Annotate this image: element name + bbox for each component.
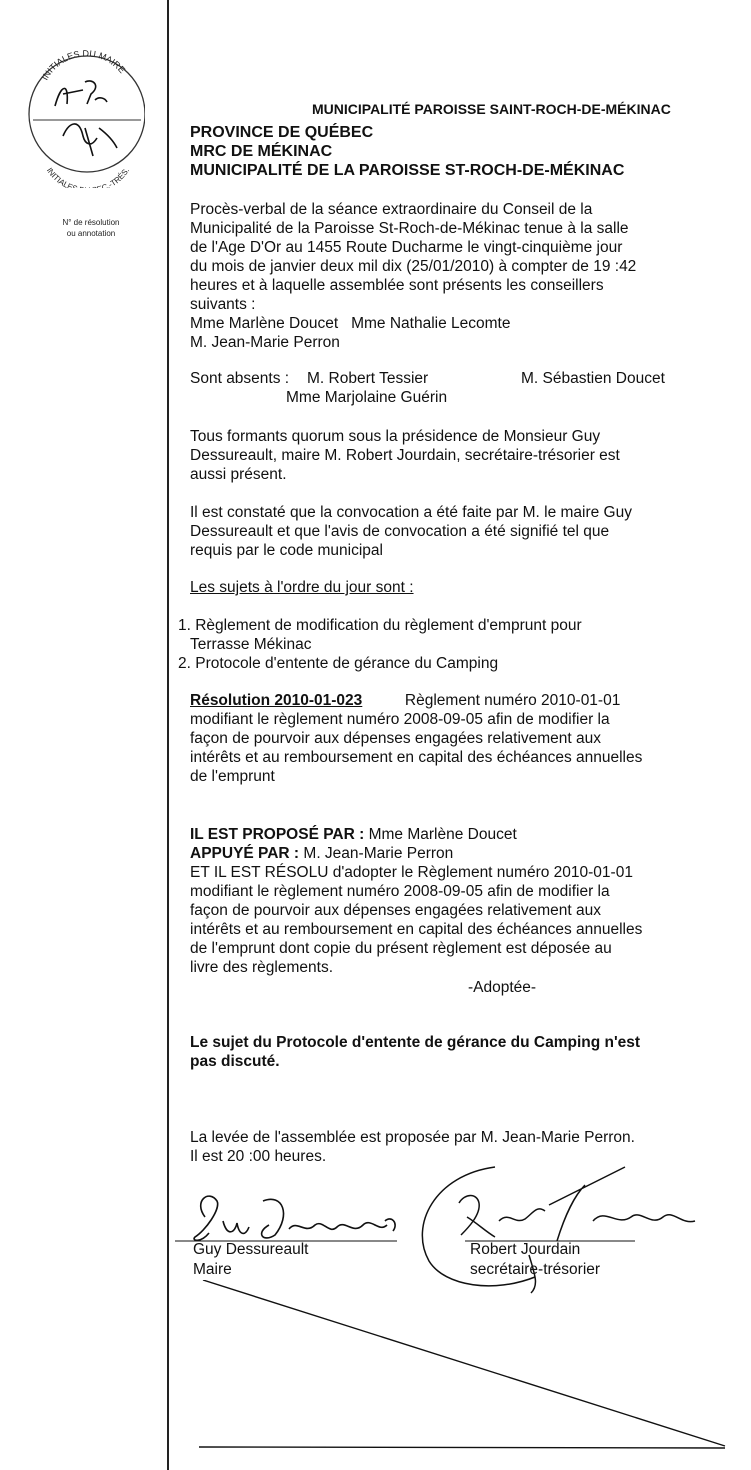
cancellation-line bbox=[195, 1280, 745, 1460]
seconded-by: M. Jean-Marie Perron bbox=[303, 845, 454, 862]
resolution-label-line1: N° de résolution bbox=[62, 218, 120, 227]
motion-line: façon de pourvoir aux dépenses engagées relativement aux bbox=[190, 902, 602, 919]
intro-line: de l'Age D'Or au 1455 Route Ducharme le vingt-cinquième jour bbox=[190, 239, 623, 256]
motion-line: ET IL EST RÉSOLU d'adopter le Règlement numéro 2010-01-01 bbox=[190, 864, 633, 881]
intro-line: suivants : bbox=[190, 296, 256, 313]
motion-line: livre des règlements. bbox=[190, 959, 334, 976]
seconded-label: APPUYÉ PAR : bbox=[190, 845, 300, 862]
convocation-line: requis par le code municipal bbox=[190, 542, 383, 559]
mayor-name: Guy Dessureault bbox=[193, 1241, 309, 1258]
secretary-signature-block bbox=[470, 1240, 600, 1280]
absents-label: Sont absents : bbox=[190, 370, 290, 387]
resolution-line: intérêts et au remboursement en capital des échéances annuelles bbox=[190, 749, 643, 766]
mayor-signature bbox=[175, 1196, 397, 1241]
secretary-title: secrétaire-trésorier bbox=[470, 1261, 601, 1278]
agenda-item-continued: Terrasse Mékinac bbox=[190, 636, 312, 653]
agenda-list bbox=[178, 616, 582, 673]
agenda-item: 1. Règlement de modification du règlement d'emprunt pour bbox=[178, 617, 582, 634]
agenda-title: Les sujets à l'ordre du jour sont : bbox=[190, 579, 414, 596]
present-line bbox=[190, 314, 720, 333]
resolution-number: Résolution 2010-01-023 bbox=[190, 692, 363, 709]
resolution-margin-label bbox=[45, 217, 137, 239]
secretary-name: Robert Jourdain bbox=[470, 1241, 581, 1258]
present-councillor: Mme Nathalie Lecomte bbox=[351, 315, 511, 332]
absent-councillor: M. Sébastien Doucet bbox=[521, 370, 665, 387]
mayor-title: Maire bbox=[193, 1261, 232, 1278]
quorum-paragraph bbox=[190, 427, 720, 484]
proposed-by: Mme Marlène Doucet bbox=[368, 826, 517, 843]
resolution-line: façon de pourvoir aux dépenses engagées relativement aux bbox=[190, 730, 602, 747]
motion-line: modifiant le règlement numéro 2008-09-05 afin de modifier la bbox=[190, 883, 610, 900]
svg-text:INITIALES DU MAIRE bbox=[40, 48, 128, 81]
resolution-title: Règlement numéro 2010-01-01 bbox=[404, 692, 621, 709]
resolution-line: de l'emprunt bbox=[190, 768, 275, 785]
motion-line: de l'emprunt dont copie du présent règlement est déposée au bbox=[190, 940, 612, 957]
closing-line: Il est 20 :00 heures. bbox=[190, 1148, 327, 1165]
quorum-line: aussi présent. bbox=[190, 466, 287, 483]
seal-bottom-text: INITIALE C.-TRÉS. bbox=[44, 166, 132, 188]
proposed-label: IL EST PROPOSÉ PAR : bbox=[190, 826, 365, 843]
initials-seal bbox=[27, 44, 145, 188]
camping-note bbox=[190, 1033, 720, 1071]
header-top-right: MUNICIPALITÉ PAROISSE SAINT-ROCH-DE-MÉKINAC bbox=[312, 101, 671, 117]
resolution-label-line2: ou annotation bbox=[66, 229, 116, 238]
intro-line: Municipalité de la Paroisse St-Roch-de-Mékinac tenue à la salle bbox=[190, 220, 629, 237]
intro-line: Procès-verbal de la séance extraordinaire du Conseil de la bbox=[190, 201, 593, 218]
header-mrc: MRC DE MÉKINAC bbox=[190, 143, 333, 160]
camping-note-line: Le sujet du Protocole d'entente de gérance du Camping n'est bbox=[190, 1034, 641, 1051]
absent-councillor: M. Robert Tessier bbox=[307, 370, 429, 387]
motion-line: intérêts et au remboursement en capital des échéances annuelles bbox=[190, 921, 643, 938]
mayor-signature-block bbox=[193, 1240, 308, 1280]
seal-top-text: INITIALES DU MAIRE bbox=[39, 48, 128, 82]
convocation-line: Dessureault et que l'avis de convocation a été signifié tel que bbox=[190, 523, 610, 540]
intro-paragraph bbox=[190, 200, 720, 352]
convocation-line: Il est constaté que la convocation a été faite par M. le maire Guy bbox=[190, 504, 632, 521]
closing-line: La levée de l'assemblée est proposée par M. Jean-Marie Perron. bbox=[190, 1129, 635, 1146]
quorum-line: Dessureault, maire M. Robert Jourdain, secrétaire-trésorier est bbox=[190, 447, 620, 464]
motion-block bbox=[190, 825, 720, 977]
camping-note-line: pas discuté. bbox=[190, 1053, 280, 1070]
convocation-paragraph bbox=[190, 503, 720, 560]
absent-councillor: Mme Marjolaine Guérin bbox=[286, 389, 448, 406]
resolution-line: modifiant le règlement numéro 2008-09-05 afin de modifier la bbox=[190, 711, 610, 728]
adopted-label: -Adoptée- bbox=[468, 979, 537, 996]
header-province: PROVINCE DE QUÉBEC bbox=[190, 124, 374, 141]
quorum-line: Tous formants quorum sous la présidence de Monsieur Guy bbox=[190, 428, 601, 445]
resolution-block bbox=[190, 691, 720, 786]
svg-text:INITIALES DU SEC.-TRÉS. bbox=[45, 166, 131, 188]
agenda-item: 2. Protocole d'entente de gérance du Camping bbox=[178, 655, 499, 672]
intro-line: du mois de janvier deux mil dix (25/01/2010) à compter de 19 :42 bbox=[190, 258, 637, 275]
present-councillor: Mme Marlène Doucet bbox=[190, 315, 339, 332]
present-councillor: M. Jean-Marie Perron bbox=[190, 334, 340, 351]
header-municipality: MUNICIPALITÉ DE LA PAROISSE ST-ROCH-DE-MÉKINAC bbox=[190, 162, 625, 179]
intro-line: heures et à laquelle assemblée sont présents les conseillers bbox=[190, 277, 604, 294]
